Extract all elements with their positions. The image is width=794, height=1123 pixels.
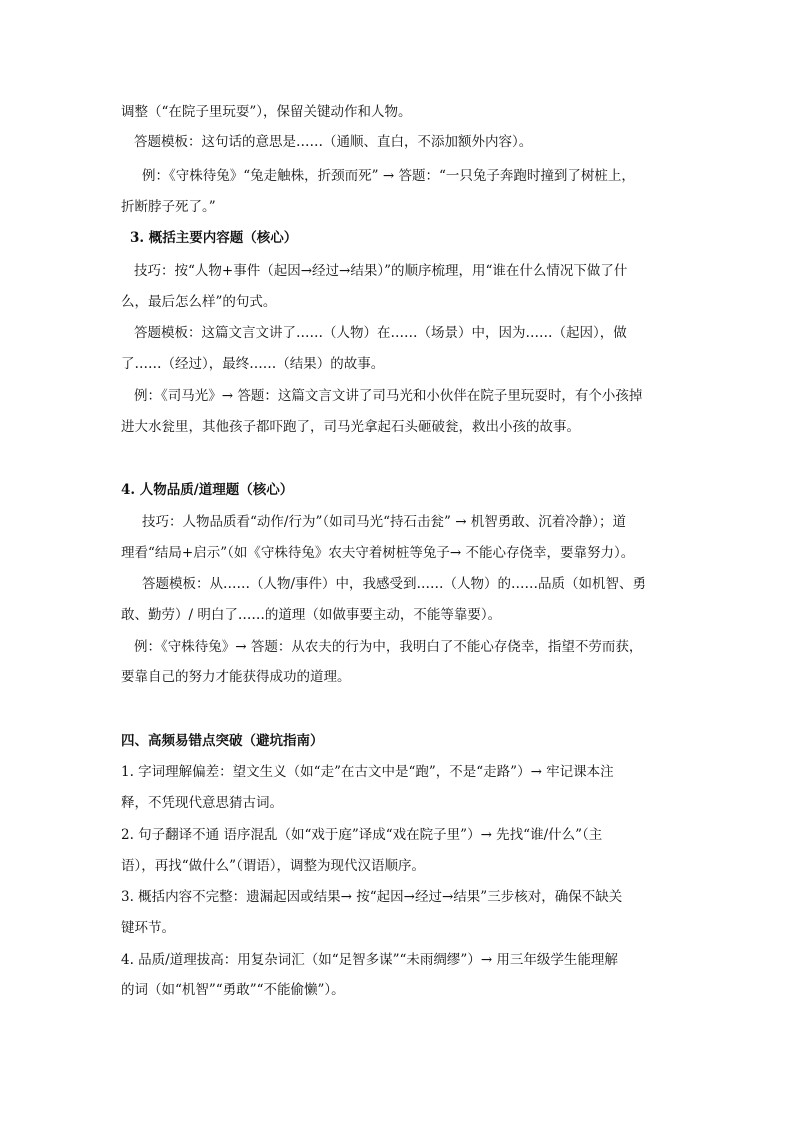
text-line: 折断脖子死了。”: [121, 199, 216, 215]
text-line: 调整（“在院子里玩耍”），保留关键动作和人物。: [121, 104, 412, 120]
list-item: 1. 字词理解偏差：望文生义（如“走”在古文中是“跑”，不是“走路”）→ 牢记课本注: [121, 764, 614, 780]
list-item: 3. 概括内容不完整：遗漏起因或结果→ 按“起因→经过→结果”三步核对，确保不缺关: [121, 889, 623, 905]
text-line: 答题模板：这篇文言文讲了……（人物）在……（场景）中，因为……（起因），做: [134, 325, 627, 341]
text-line: 技巧：按“人物+事件（起因→经过→结果）”的顺序梳理，用“谁在什么情况下做了什: [134, 263, 628, 279]
text-line: 语），再找“做什么”（谓语），调整为现代汉语顺序。: [121, 858, 426, 874]
text-line: 理看“结局+启示”（如《守株待兔》农夫守着树桩等兔子→ 不能心存侥幸，要靠努力）。: [121, 545, 635, 561]
text-line: 例：《司马光》→ 答题：这篇文言文讲了司马光和小伙伴在院子里玩耍时，有个小孩掉: [134, 388, 643, 404]
text-line: 答题模板：从……（人物/事件）中，我感受到……（人物）的……品质（如机智、勇: [142, 576, 647, 592]
text-line: 的词（如“机智”“勇敢”“不能偷懒”）。: [121, 982, 345, 998]
text-line: 例：《守株待兔》→ 答题：从农夫的行为中，我明白了不能心存侥幸，指望不劳而获，: [134, 639, 643, 655]
text-line: 么，最后怎么样”的句式。: [121, 294, 277, 310]
section-heading: 四、高频易错点突破（避坑指南）: [121, 733, 324, 749]
text-line: 例：《守株待兔》“兔走触株，折颈而死” → 答题：“一只兔子奔跑时撞到了树桩上，: [142, 168, 635, 184]
text-line: 要靠自己的努力才能获得成功的道理。: [121, 669, 351, 685]
text-line: 敢、勤劳）/ 明白了……的道理（如做事要主动，不能等靠要）。: [121, 607, 502, 623]
list-item: 2. 句子翻译不通 语序混乱（如“戏于庭”译成“戏在院子里”）→ 先找“谁/什么”（主: [121, 827, 603, 843]
section-heading: 4. 人物品质/道理题（核心）: [121, 482, 294, 498]
text-line: 了……（经过），最终……（结果）的故事。: [121, 356, 385, 372]
text-line: 技巧：人物品质看“动作/行为”（如司马光“持石击瓮” → 机智勇敢、沉着冷静）；道: [142, 514, 627, 530]
section-heading: 3. 概括主要内容题（核心）: [130, 230, 298, 246]
text-line: 释，不凭现代意思猜古词。: [121, 795, 283, 811]
text-line: 键环节。: [121, 920, 175, 936]
text-line: 答题模板：这句话的意思是……（通顺、直白，不添加额外内容）。: [134, 134, 533, 150]
text-line: 进大水瓮里，其他孩子都吓跑了，司马光拿起石头砸破瓮，救出小孩的故事。: [121, 419, 580, 435]
list-item: 4. 品质/道理拔高：用复杂词汇（如“足智多谋”“未雨绸缪”）→ 用三年级学生能理解: [121, 952, 618, 968]
